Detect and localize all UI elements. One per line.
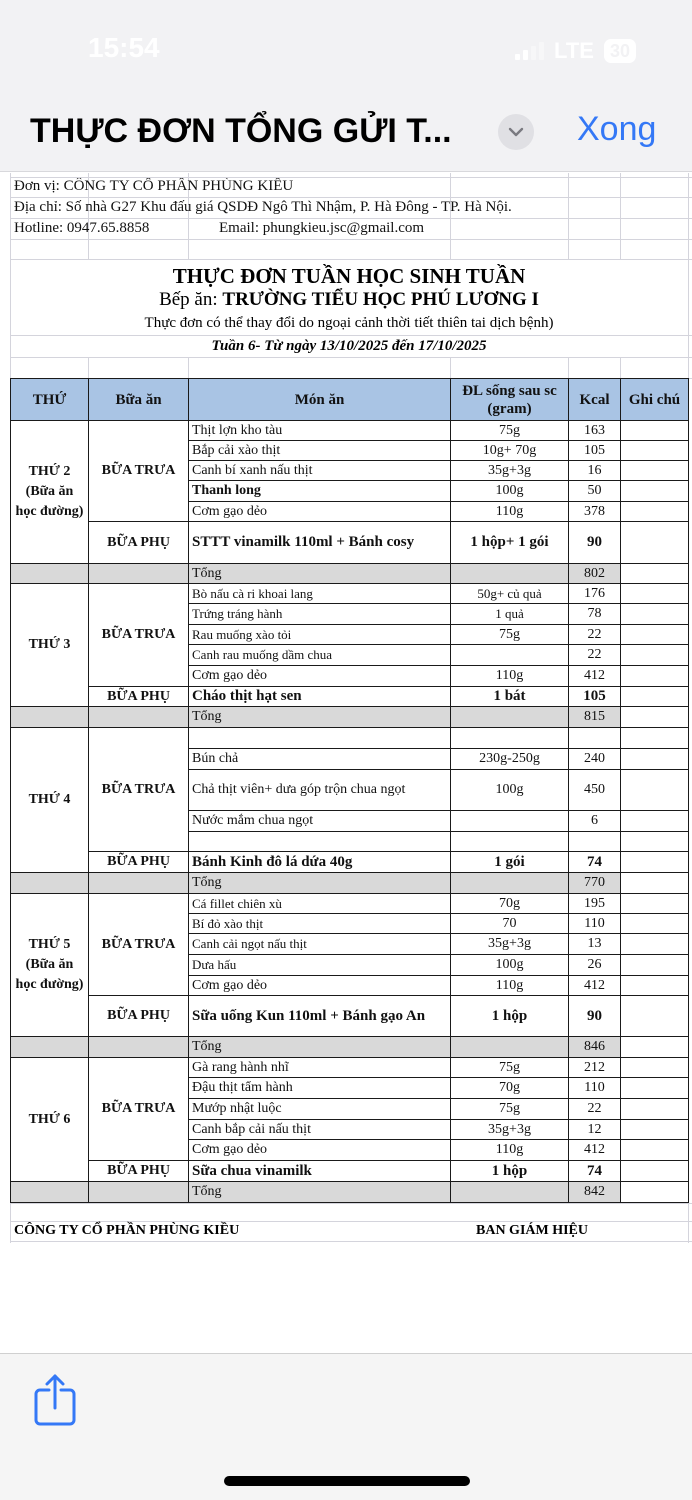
dish-cell[interactable]: Bí đỏ xào thịt (189, 914, 451, 934)
dish-cell[interactable]: Bắp cải xào thịt (189, 441, 451, 461)
note-cell[interactable] (621, 1058, 689, 1078)
share-icon (30, 1372, 80, 1428)
footer-company: CÔNG TY CỔ PHẦN PHÙNG KIỀU (14, 1223, 240, 1238)
dish-cell[interactable]: Cơm gạo dẻo (189, 502, 451, 522)
week-range: Tuần 6- Từ ngày 13/10/2025 đến 17/10/2025 (211, 338, 487, 354)
dish-cell[interactable]: Nước mắm chua ngọt (189, 811, 451, 832)
kcal-cell[interactable]: 110 (569, 914, 621, 934)
kcal-cell[interactable]: 22 (569, 625, 621, 645)
note-cell[interactable] (621, 728, 689, 749)
qty-cell[interactable]: 110g (451, 502, 569, 522)
dish-cell[interactable]: Cháo thịt hạt sen (189, 687, 451, 707)
note-cell[interactable] (621, 481, 689, 502)
note-cell[interactable] (621, 604, 689, 625)
qty-cell[interactable]: 75g (451, 1099, 569, 1120)
home-indicator[interactable] (224, 1476, 470, 1486)
dish-cell[interactable]: STTT vinamilk 110ml + Bánh cosy (189, 522, 451, 564)
meal-cell[interactable]: BỮA PHỤ (89, 522, 189, 564)
day-cell[interactable]: THỨ 6 (11, 1058, 89, 1182)
empty-cell[interactable] (89, 707, 189, 728)
gridline (188, 357, 189, 378)
status-indicators (515, 38, 636, 64)
note-cell[interactable] (621, 1078, 689, 1099)
qty-cell[interactable]: 110g (451, 1140, 569, 1161)
qty-cell[interactable]: 35g+3g (451, 461, 569, 481)
table-row-total[interactable] (11, 1037, 689, 1058)
kcal-cell[interactable]: 74 (569, 852, 621, 873)
meal-cell[interactable]: BỮA TRƯA (89, 421, 189, 522)
gridline (568, 357, 569, 378)
qty-cell[interactable]: 230g-250g (451, 749, 569, 770)
table-row-snack[interactable] (11, 852, 689, 873)
empty-cell[interactable] (11, 1037, 89, 1058)
kcal-cell[interactable]: 6 (569, 811, 621, 832)
table-row[interactable] (11, 894, 689, 914)
kcal-cell[interactable]: 110 (569, 1078, 621, 1099)
note-cell[interactable] (621, 811, 689, 832)
gridline (620, 357, 621, 378)
menu-table (10, 378, 689, 1203)
note-cell[interactable] (621, 1182, 689, 1203)
dish-cell[interactable]: Sữa uống Kun 110ml + Bánh gạo An (189, 996, 451, 1037)
total-label[interactable]: Tổng (189, 1182, 451, 1203)
note-cell[interactable] (621, 1140, 689, 1161)
meal-cell[interactable]: BỮA PHỤ (89, 852, 189, 873)
footer-board: BAN GIÁM HIỆU (476, 1223, 589, 1238)
done-button[interactable]: Xong (577, 110, 657, 148)
empty-cell[interactable] (451, 707, 569, 728)
note-cell[interactable] (621, 707, 689, 728)
meal-cell[interactable]: BỮA PHỤ (89, 996, 189, 1037)
qty-cell[interactable]: 1 quả (451, 604, 569, 625)
note-cell[interactable] (621, 584, 689, 604)
empty-cell[interactable] (89, 564, 189, 584)
empty-cell[interactable] (451, 1037, 569, 1058)
spreadsheet-view[interactable] (0, 173, 692, 1353)
header-dish: Món ăn (189, 379, 451, 421)
title-menu-button[interactable] (498, 114, 534, 150)
note-cell[interactable] (621, 1037, 689, 1058)
battery-icon: 30 (604, 39, 636, 63)
empty-cell[interactable] (451, 564, 569, 584)
qty-cell[interactable]: 100g (451, 770, 569, 811)
gridline (10, 239, 692, 240)
gridline (10, 218, 692, 219)
dish-cell[interactable]: Cơm gạo dẻo (189, 1140, 451, 1161)
kcal-cell[interactable]: 412 (569, 976, 621, 996)
gridline (450, 357, 451, 378)
company-unit: Đơn vị: CÔNG TY CỔ PHẦN PHÙNG KIỀU (14, 178, 294, 194)
total-kcal[interactable]: 815 (569, 707, 621, 728)
gridline (10, 1203, 692, 1204)
company-address: Địa chỉ: Số nhà G27 Khu đấu giá QSDĐ Ngô Thì Nhậm, P. Hà Đông - TP. Hà Nội. (14, 199, 512, 215)
qty-cell[interactable] (451, 832, 569, 852)
gridline (10, 1241, 692, 1242)
empty-cell[interactable] (11, 1182, 89, 1203)
empty-cell[interactable] (89, 873, 189, 894)
table-row-snack[interactable] (11, 687, 689, 707)
header-kcal: Kcal (569, 379, 621, 421)
kcal-cell[interactable]: 13 (569, 934, 621, 955)
note-cell[interactable] (621, 522, 689, 564)
note-cell[interactable] (621, 1161, 689, 1182)
dish-cell[interactable]: Trứng tráng hành (189, 604, 451, 625)
table-header-row (11, 379, 689, 421)
note-cell[interactable] (621, 852, 689, 873)
dish-cell[interactable]: Rau muống xào tỏi (189, 625, 451, 645)
meal-cell[interactable]: BỮA TRƯA (89, 728, 189, 852)
note-cell[interactable] (621, 832, 689, 852)
table-row-total[interactable] (11, 707, 689, 728)
dish-cell[interactable]: Canh cải ngọt nấu thịt (189, 934, 451, 955)
note-cell[interactable] (621, 625, 689, 645)
kcal-cell[interactable]: 90 (569, 522, 621, 564)
dish-cell[interactable]: Bánh Kinh đô lá dứa 40g (189, 852, 451, 873)
qty-cell[interactable]: 50g+ củ quả (451, 584, 569, 604)
network-type: LTE (554, 38, 594, 63)
qty-cell[interactable]: 1 hộp (451, 996, 569, 1037)
kcal-cell[interactable]: 195 (569, 894, 621, 914)
qty-cell[interactable]: 10g+ 70g (451, 441, 569, 461)
meal-cell[interactable]: BỮA TRƯA (89, 894, 189, 996)
dish-cell[interactable]: Cơm gạo dẻo (189, 666, 451, 687)
day-cell[interactable]: THỨ 4 (11, 728, 89, 873)
qty-cell[interactable]: 100g (451, 481, 569, 502)
dish-cell[interactable]: Canh bí xanh nấu thịt (189, 461, 451, 481)
kcal-cell[interactable]: 26 (569, 955, 621, 976)
meal-cell[interactable]: BỮA PHỤ (89, 687, 189, 707)
signal-icon (515, 42, 544, 60)
status-time: 15:54 (88, 32, 160, 63)
qty-cell[interactable]: 70g (451, 894, 569, 914)
note-cell[interactable] (621, 645, 689, 666)
total-kcal[interactable]: 770 (569, 873, 621, 894)
table-row[interactable] (11, 1058, 689, 1078)
header-note: Ghi chú (621, 379, 689, 421)
dish-cell[interactable]: Thịt lợn kho tàu (189, 421, 451, 441)
note-cell[interactable] (621, 1099, 689, 1120)
kitchen-name: TRƯỜNG TIỂU HỌC PHÚ LƯƠNG I (222, 289, 539, 310)
note-cell[interactable] (621, 894, 689, 914)
nav-bar (0, 100, 692, 172)
qty-cell[interactable]: 75g (451, 625, 569, 645)
table-row-total[interactable] (11, 1182, 689, 1203)
note-cell[interactable] (621, 441, 689, 461)
gridline (10, 259, 692, 260)
kcal-cell[interactable]: 378 (569, 502, 621, 522)
dish-cell[interactable]: Bún chả (189, 749, 451, 770)
note-cell[interactable] (621, 502, 689, 522)
empty-cell[interactable] (451, 873, 569, 894)
kcal-cell[interactable]: 412 (569, 666, 621, 687)
note-cell[interactable] (621, 564, 689, 584)
kcal-cell[interactable]: 212 (569, 1058, 621, 1078)
kcal-cell[interactable]: 105 (569, 441, 621, 461)
empty-cell[interactable] (11, 873, 89, 894)
dish-cell[interactable]: Sữa chua vinamilk (189, 1161, 451, 1182)
note-cell[interactable] (621, 666, 689, 687)
kcal-cell[interactable] (569, 728, 621, 749)
dish-cell[interactable]: Thanh long (189, 481, 451, 502)
header-qty-line1: ĐL sống sau sc (462, 382, 557, 399)
kcal-cell[interactable]: 412 (569, 1140, 621, 1161)
qty-cell[interactable]: 1 hộp (451, 1161, 569, 1182)
share-button[interactable] (30, 1372, 80, 1428)
qty-cell[interactable]: 35g+3g (451, 934, 569, 955)
dish-cell[interactable]: Cá fillet chiên xù (189, 894, 451, 914)
total-label[interactable]: Tổng (189, 1037, 451, 1058)
table-row[interactable] (11, 728, 689, 749)
dish-cell[interactable]: Gà rang hành nhĩ (189, 1058, 451, 1078)
total-label[interactable]: Tổng (189, 707, 451, 728)
total-kcal[interactable]: 846 (569, 1037, 621, 1058)
empty-cell[interactable] (89, 1037, 189, 1058)
note-cell[interactable] (621, 461, 689, 481)
note-cell[interactable] (621, 996, 689, 1037)
qty-cell[interactable]: 75g (451, 421, 569, 441)
dish-cell[interactable]: Bò nấu cà ri khoai lang (189, 584, 451, 604)
gridline (620, 173, 621, 259)
kcal-cell[interactable]: 50 (569, 481, 621, 502)
kcal-cell[interactable]: 16 (569, 461, 621, 481)
kcal-cell[interactable]: 78 (569, 604, 621, 625)
gridline (10, 357, 692, 358)
kcal-cell[interactable]: 240 (569, 749, 621, 770)
empty-cell[interactable] (89, 1182, 189, 1203)
kcal-cell[interactable]: 22 (569, 1099, 621, 1120)
dish-cell[interactable]: Canh rau muống dầm chua (189, 645, 451, 666)
note-cell[interactable] (621, 976, 689, 996)
qty-cell[interactable]: 70 (451, 914, 569, 934)
qty-cell[interactable] (451, 811, 569, 832)
table-row-snack[interactable] (11, 522, 689, 564)
kcal-cell[interactable]: 22 (569, 645, 621, 666)
header-qty-line2: (gram) (487, 400, 532, 417)
gridline (450, 173, 451, 259)
table-row-total[interactable] (11, 873, 689, 894)
table-row-snack[interactable] (11, 996, 689, 1037)
company-hotline: Hotline: 0947.65.8858 (14, 220, 150, 236)
empty-cell[interactable] (11, 564, 89, 584)
dish-cell[interactable]: Đậu thịt tẩm hành (189, 1078, 451, 1099)
total-label[interactable]: Tổng (189, 564, 451, 584)
kcal-cell[interactable]: 105 (569, 687, 621, 707)
dish-cell[interactable]: Mướp nhật luộc (189, 1099, 451, 1120)
note-cell[interactable] (621, 934, 689, 955)
qty-cell[interactable]: 75g (451, 1058, 569, 1078)
qty-cell[interactable]: 110g (451, 976, 569, 996)
dish-cell[interactable] (189, 832, 451, 852)
qty-cell[interactable]: 110g (451, 666, 569, 687)
kcal-cell[interactable]: 176 (569, 584, 621, 604)
gridline (10, 1221, 692, 1222)
dish-cell[interactable]: Dưa hấu (189, 955, 451, 976)
table-row[interactable] (11, 584, 689, 604)
note-cell[interactable] (621, 873, 689, 894)
note-cell[interactable] (621, 914, 689, 934)
day-cell[interactable]: THỨ 3 (11, 584, 89, 707)
note-cell[interactable] (621, 421, 689, 441)
header-qty (451, 379, 569, 421)
table-row-snack[interactable] (11, 1161, 689, 1182)
qty-cell[interactable]: 1 gói (451, 852, 569, 873)
table-row[interactable] (11, 421, 689, 441)
gridline (88, 357, 89, 378)
dish-cell[interactable]: Chả thịt viên+ dưa góp trộn chua ngọt (189, 770, 451, 811)
note-cell[interactable] (621, 955, 689, 976)
status-bar (0, 0, 692, 100)
dish-cell[interactable]: Canh bắp cải nấu thịt (189, 1120, 451, 1140)
qty-cell[interactable]: 70g (451, 1078, 569, 1099)
menu-note: Thực đơn có thể thay đổi do ngoại cảnh thời tiết thiên tai dịch bệnh) (144, 315, 554, 331)
kcal-cell[interactable]: 74 (569, 1161, 621, 1182)
empty-cell[interactable] (451, 1182, 569, 1203)
total-kcal[interactable]: 842 (569, 1182, 621, 1203)
dish-cell[interactable] (189, 728, 451, 749)
kcal-cell[interactable] (569, 832, 621, 852)
document-title[interactable]: THỰC ĐƠN TỔNG GỬI T... (30, 112, 452, 150)
note-cell[interactable] (621, 687, 689, 707)
note-cell[interactable] (621, 1120, 689, 1140)
menu-title: THỰC ĐƠN TUẦN HỌC SINH TUẦN (172, 264, 526, 288)
table-row-total[interactable] (11, 564, 689, 584)
kcal-cell[interactable]: 90 (569, 996, 621, 1037)
meal-cell[interactable]: BỮA PHỤ (89, 1161, 189, 1182)
dish-cell[interactable]: Cơm gạo dẻo (189, 976, 451, 996)
qty-cell[interactable] (451, 728, 569, 749)
day-cell[interactable]: THỨ 5 (Bữa ăn học đường) (11, 894, 89, 1037)
kcal-cell[interactable]: 163 (569, 421, 621, 441)
qty-cell[interactable]: 100g (451, 955, 569, 976)
day-cell[interactable]: THỨ 2 (Bữa ăn học đường) (11, 421, 89, 564)
note-cell[interactable] (621, 749, 689, 770)
gridline (10, 197, 692, 198)
qty-cell[interactable] (451, 645, 569, 666)
qty-cell[interactable]: 35g+3g (451, 1120, 569, 1140)
kitchen-label: Bếp ăn: (159, 289, 223, 310)
gridline (568, 173, 569, 259)
empty-cell[interactable] (11, 707, 89, 728)
qty-cell[interactable]: 1 hộp+ 1 gói (451, 522, 569, 564)
total-kcal[interactable]: 802 (569, 564, 621, 584)
chevron-down-icon (508, 127, 524, 137)
header-meal: Bữa ăn (89, 379, 189, 421)
note-cell[interactable] (621, 770, 689, 811)
total-label[interactable]: Tổng (189, 873, 451, 894)
qty-cell[interactable]: 1 bát (451, 687, 569, 707)
kitchen-line (10, 289, 688, 311)
meal-cell[interactable]: BỮA TRƯA (89, 584, 189, 687)
company-email: Email: phungkieu.jsc@gmail.com (219, 220, 425, 236)
gridline (10, 335, 692, 336)
header-day: THỨ (11, 379, 89, 421)
kcal-cell[interactable]: 450 (569, 770, 621, 811)
meal-cell[interactable]: BỮA TRƯA (89, 1058, 189, 1161)
kcal-cell[interactable]: 12 (569, 1120, 621, 1140)
